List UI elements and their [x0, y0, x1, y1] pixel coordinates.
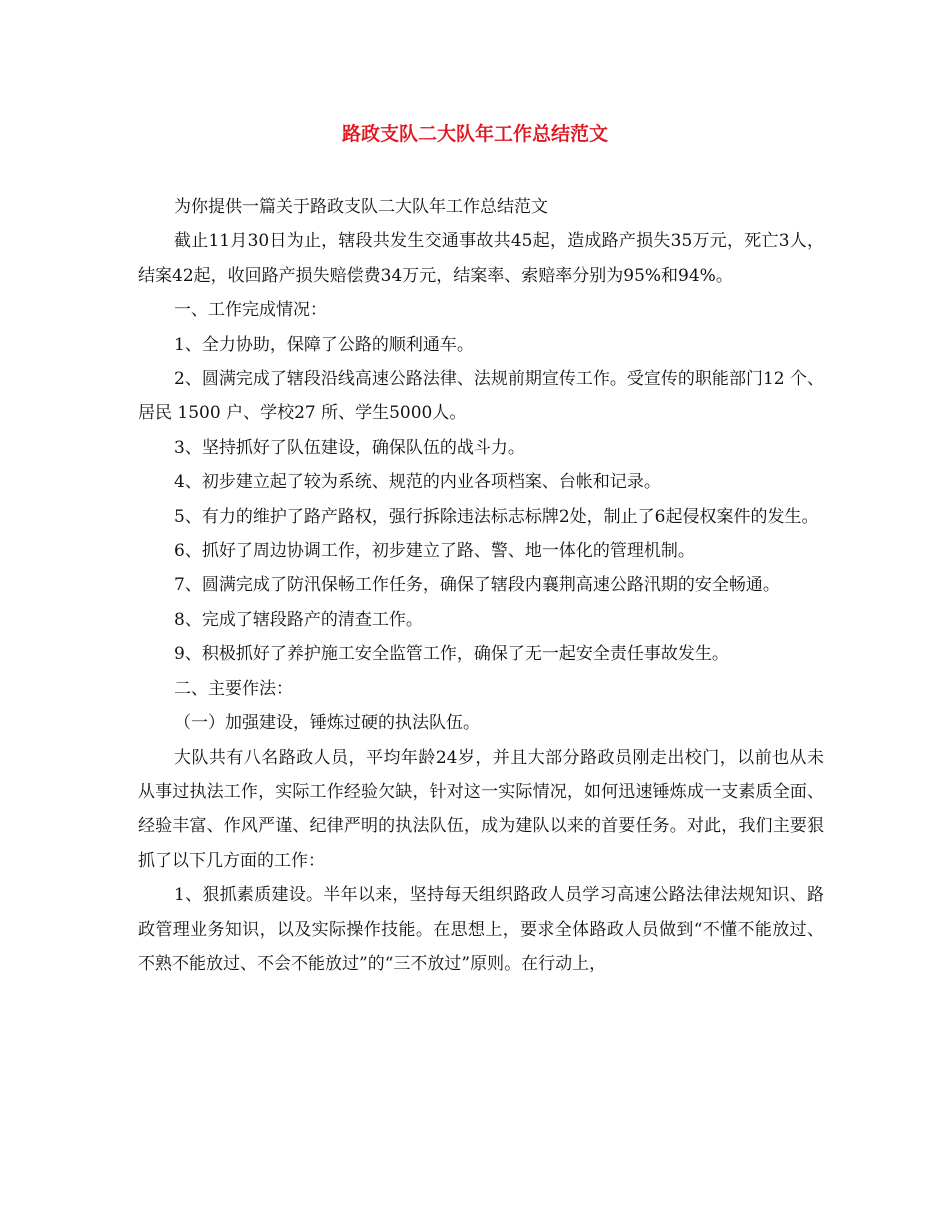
list-item: 5、有力的维护了路产路权，强行拆除违法标志标牌2处，制止了6起侵权案件的发生。 [174, 506, 819, 527]
paragraph: 1、狠抓素质建设。半年以来，坚持每天组织路政人员学习高速公路法律法规知识、路政管理业务知识，以及实际操作技能。在思想上，要求全体路政人员做到“不懂不能放过、不熟不能放过、不会不能放过”的“三不放过”原则。在行动上， [138, 885, 824, 974]
paragraph: 为你提供一篇关于路政支队二大队年工作总结范文 [174, 197, 548, 217]
section-heading: 一、工作完成情况： [174, 300, 327, 321]
list-item: 9、积极抓好了养护施工安全监管工作，确保了无一起安全责任事故发生。 [174, 644, 729, 665]
paragraph: 截止11月30日为止，辖段共发生交通事故共45起，造成路产损失35万元，死亡3人，结案42起，收回路产损失赔偿费34万元，结案率、索赔率分别为95%和94%。 [138, 231, 824, 286]
list-item: 7、圆满完成了防汛保畅工作任务，确保了辖段内襄荆高速公路汛期的安全畅通。 [174, 575, 780, 596]
section-heading: 二、主要作法： [174, 678, 293, 699]
list-item: 2、圆满完成了辖段沿线高速公路法律、法规前期宣传工作。受宣传的职能部门12 个、居民 1500 户、学校27 所、学生5000人。 [138, 369, 824, 424]
subsection-heading: （一）加强建设，锤炼过硬的执法队伍。 [174, 713, 480, 734]
list-item: 4、初步建立起了较为系统、规范的内业各项档案、台帐和记录。 [174, 472, 661, 493]
list-item: 8、完成了辖段路产的清查工作。 [174, 609, 423, 630]
document-title: 路政支队二大队年工作总结范文 [341, 123, 608, 145]
paragraph: 大队共有八名路政人员，平均年龄24岁，并且大部分路政员刚走出校门，以前也从未从事过执法工作，实际工作经验欠缺，针对这一实际情况，如何迅速锤炼成一支素质全面、经验丰富、作风严谨、纪律严明的执法队伍，成为建队以来的首要任务。对此，我们主要狠抓了以下几方面的工作： [138, 747, 824, 871]
list-item: 3、坚持抓好了队伍建设，确保队伍的战斗力。 [174, 437, 525, 458]
list-item: 6、抓好了周边协调工作，初步建立了路、警、地一体化的管理机制。 [174, 541, 695, 562]
list-item: 1、全力协助，保障了公路的顺利通车。 [174, 334, 474, 355]
document-body [138, 190, 824, 981]
